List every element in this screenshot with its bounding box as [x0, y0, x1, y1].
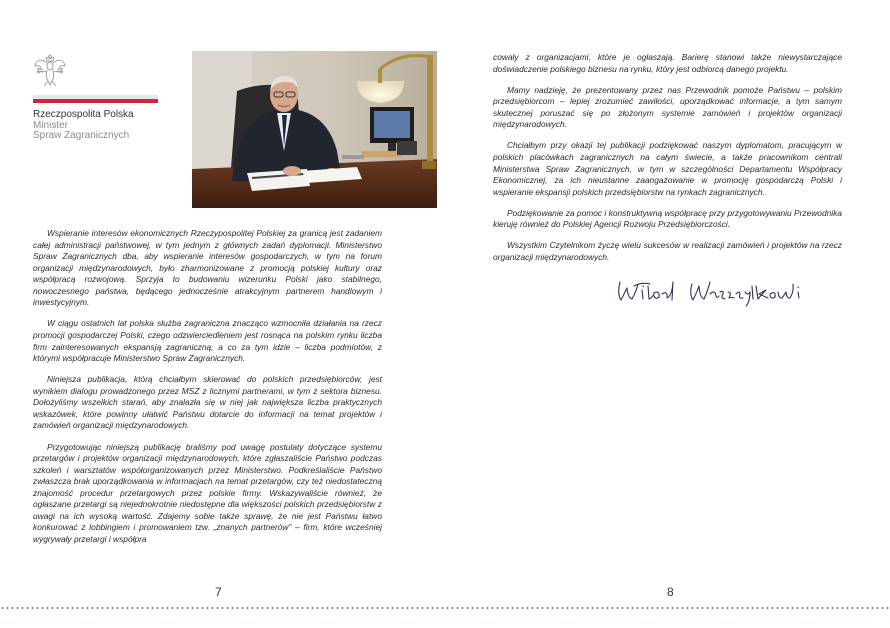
paragraph: Przygotowując niniejszą publikację braliśmy pod uwagę postulaty dotyczące systemu przetargów i projektów organizacji międzynarodowych, które zgłaszaliście Państwo podczas szkoleń i warsztatów współorganizowanych przez Ministerstwo. Podkreślaliście Państwo zwłaszcza brak uporządkowania w informacjach na temat przetargów, czy też niedostateczną znajomość procedur przetargowych przez polskie firmy. Wskazywaliście również, że ogłaszane przetargi są niejednokrotnie niedostępne dla większości polskich przedsiębiorstw z uwagi na ich wysoką wartość. Zdajemy sobie także sprawę, że nie jest Państwu łatwo konkurować z lobbingiem i promowaniem tzw. „znanych partnerów” – firm, które wcześniej wygrywały przetargi i współpra	[33, 441, 382, 544]
ministry-line-department: Spraw Zagranicznych	[33, 130, 130, 141]
minister-photo	[192, 51, 437, 208]
paragraph: Mamy nadzieję, że prezentowany przez nas Przewodnik pomoże Państwu – polskim przedsiębiorcom – lepiej zrozumieć zawiłości, uporządkować informacje, a tym samym skutecznej poruszać się po złożonym systemie zamówień i projektów organizacji międzynarodowych.	[493, 84, 842, 130]
ministry-header	[33, 110, 134, 142]
paragraph: Chciałbym przy okazji tej publikacji podziękować naszym dyplomatom, pracującym w polskich placówkach zagranicznych na całym świecie, a także pracownikom centrali Ministerstwa Spraw Zagranicznych, w tym w szczególności Departamentu Współpracy Ekonomicznej, za ich nieustanne zaangażowanie w promocję gospodarczą Polski i wspieranie ekspansji polskich przedsiębiorstw na rynkach zagranicznych.	[493, 140, 842, 197]
page-number: 7	[215, 585, 222, 599]
paragraph: Niniejsza publikacja, którą chciałbym skierować do polskich przedsiębiorców, jest wynikiem dialogu prowadzonego przez MSZ z licznymi partnerami, w tym z sektora biznesu. Dołożyliśmy wszelkich starań, aby znalazła się w niej jak największa liczba praktycznych wskazówek, które powinny ułatwić Państwu dotarcie do informacji na temat projektów i zamówień organizacji międzynarodowych.	[33, 374, 382, 431]
paragraph: Wspieranie interesów ekonomicznych Rzeczypospolitej Polskiej za granicą jest zadaniem całej administracji państwowej, w tym jednym z głównych zadań dyplomacji. Ministerstwo Spraw Zagranicznych dba, aby wspieranie interesów gospodarczych, w tym na forum organizacji międzynarodowych, było zharmonizowane z promocją polskiej kultury oraz współpracą rozwojową. Sprzyja to budowaniu wizerunku Polski jako stabilnego, nowoczesnego państwa, będącego jednocześnie atrakcyjnym partnerem handlowym i inwestycyjnym.	[33, 228, 382, 308]
handwritten-signature	[612, 272, 842, 312]
paragraph: Wszystkim Czytelnikom życzę wielu sukcesów w realizacji zamówień i projektów na rzecz organizacji międzynarodowych.	[493, 240, 842, 263]
paragraph: cowały z organizacjami, które je ogłaszają. Barierę stanowi także niewystarczające doświadczenie polskiego biznesu na rynku, który jest odbiorcą danego projektu.	[493, 52, 842, 74]
ministry-line-country: Rzeczpospolita Polska	[33, 109, 134, 120]
polish-eagle-emblem-icon	[33, 52, 67, 88]
paragraph: Podziękowanie za pomoc i konstruktywną współpracę przy przygotowywaniu Przewodnika kieruję również do Polskiej Agencji Rozwoju Przedsiębiorczości.	[493, 207, 842, 230]
page-number: 8	[667, 585, 674, 599]
dotted-rule-footer	[0, 607, 890, 609]
flag-stripe-red	[33, 99, 158, 103]
body-text-right	[493, 52, 842, 273]
paragraph: W ciągu ostatnich lat polska służba zagraniczna znacząco wzmocniła działania na rzecz promocji gospodarczej Polski, czego odzwierciedleniem jest rosnąca na polskim rynku liczba firm zainteresowanych ekspansją zagraniczną, a co za tym idzie – liczba podmiotów, z którymi współpracuje Ministerstwo Spraw Zagranicznych.	[33, 318, 382, 364]
body-text-left	[33, 228, 382, 555]
ministry-line-title: Minister	[33, 119, 69, 131]
